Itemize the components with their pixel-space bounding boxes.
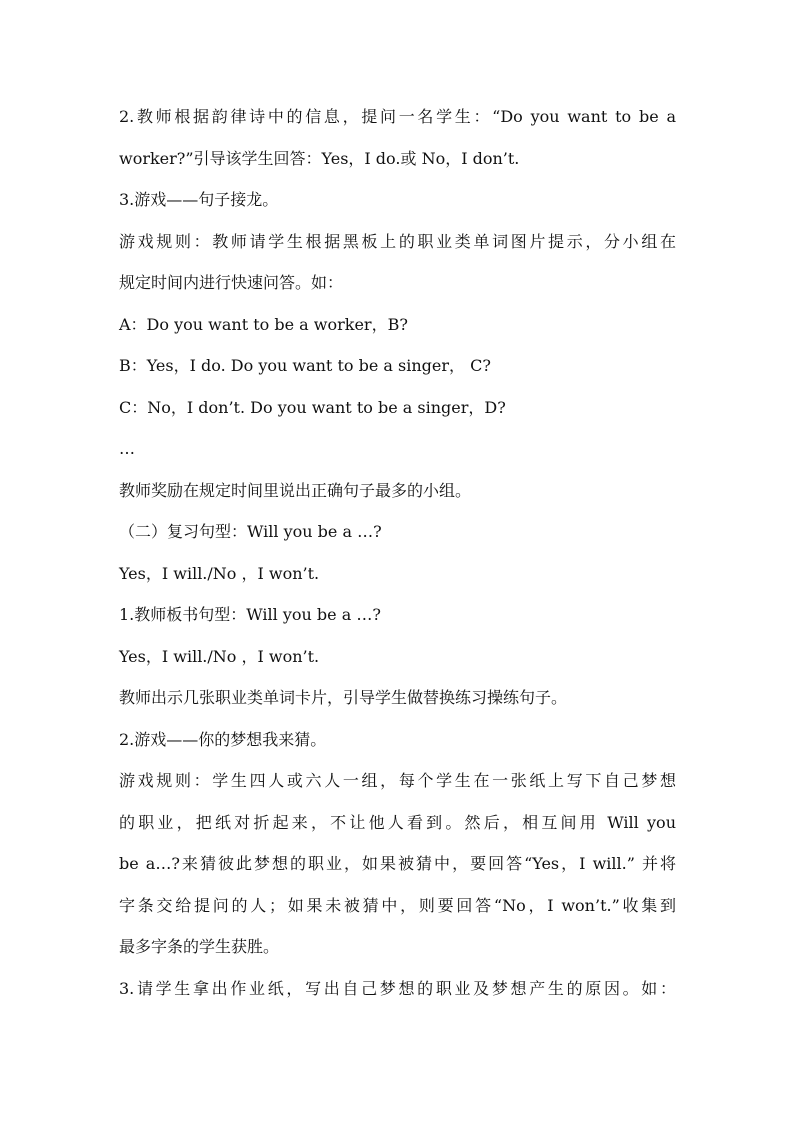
text-line-10: 教师奖励在规定时间里说出正确句子最多的小组。: [119, 480, 472, 500]
text-line-13: 1.教师板书句型：Will you be a …?: [119, 605, 381, 624]
text-line-15: 教师出示几张职业类单词卡片，引导学生做替换练习操练句子。: [119, 688, 568, 707]
text-line-9: …: [119, 439, 135, 458]
text-line-16: 2.游戏——你的梦想我来猜。: [119, 729, 327, 749]
text-line-4: 游戏规则：教师请学生根据黑板上的职业类单词图片提示，分小组在: [119, 231, 676, 251]
text-line-2: worker?”引导该学生回答：Yes，I do.或 No，I don’t.: [119, 148, 520, 168]
text-line-17: 游戏规则：学生四人或六人一组，每个学生在一张纸上写下自己梦想: [119, 771, 676, 790]
text-line-19: be a…?来猜彼此梦想的职业，如果被猜中，要回答“Yes，I will.” 并将: [119, 854, 676, 873]
text-line-20: 字条交给提问的人；如果未被猜中，则要回答“No，I won’t.”收集到: [119, 895, 676, 915]
text-line-11: （二）复习句型：Will you be a …?: [119, 522, 382, 541]
text-line-8: C：No，I don’t. Do you want to be a singer，D?: [119, 397, 506, 417]
text-line-18: 的职业，把纸对折起来，不让他人看到。然后，相互间用 Will you: [119, 812, 676, 832]
text-line-21: 最多字条的学生获胜。: [119, 937, 280, 956]
text-line-12: Yes，I will./No ，I won’t.: [119, 563, 320, 583]
text-line-22: 3.请学生拿出作业纸，写出自己梦想的职业及梦想产生的原因。如：: [119, 978, 676, 998]
text-line-7: B：Yes，I do. Do you want to be a singer， C?: [119, 356, 491, 375]
text-line-3: 3.游戏——句子接龙。: [119, 190, 279, 209]
document-body: [119, 96, 676, 1009]
text-line-6: A：Do you want to be a worker，B?: [119, 314, 408, 334]
text-line-5: 规定时间内进行快速问答。如：: [119, 273, 344, 292]
text-line-1: 2.教师根据韵律诗中的信息，提问一名学生：“Do you want to be a: [119, 107, 676, 126]
text-line-14: Yes，I will./No ，I won’t.: [119, 646, 320, 666]
